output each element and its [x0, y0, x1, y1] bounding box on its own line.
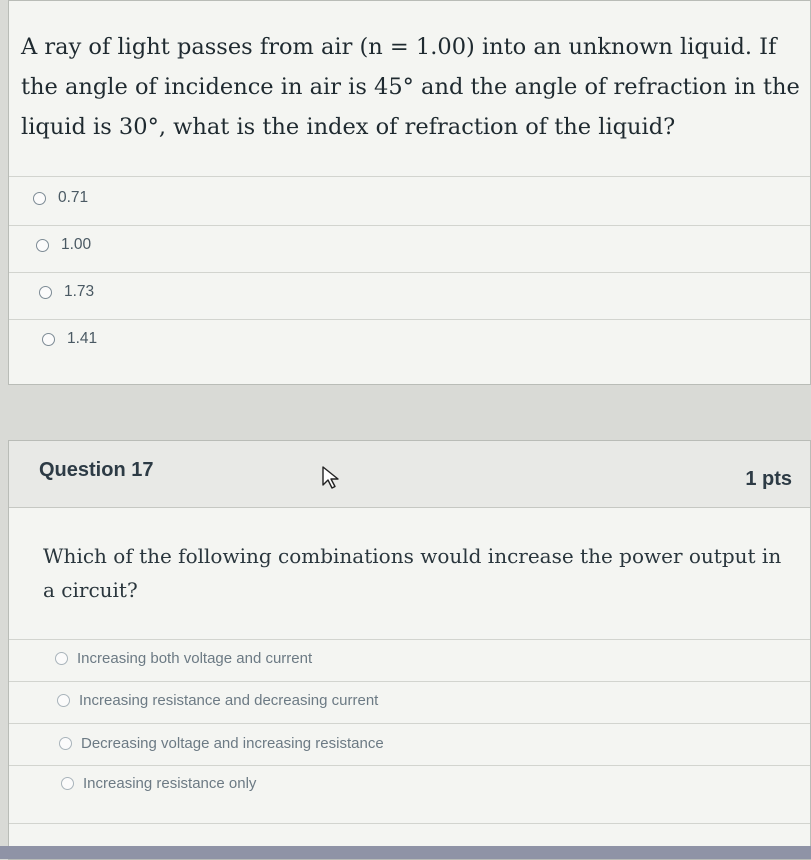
answer-label: Increasing resistance and decreasing current — [79, 692, 379, 709]
divider — [9, 823, 810, 824]
question-title: Question 17 — [39, 459, 154, 481]
answer-option-2[interactable] — [36, 236, 91, 254]
answer-label: 1.41 — [67, 330, 98, 347]
radio-button[interactable] — [57, 694, 70, 707]
radio-button[interactable] — [61, 777, 74, 790]
radio-button[interactable] — [39, 286, 52, 299]
question-17-text: Which of the following combinations would increase the power output in a circuit? — [43, 544, 782, 602]
answer-option-4[interactable] — [42, 330, 97, 348]
taskbar-edge — [0, 846, 811, 859]
divider — [9, 272, 810, 273]
answer-option-1[interactable] — [33, 189, 88, 207]
divider — [9, 681, 810, 682]
radio-button[interactable] — [59, 737, 72, 750]
divider — [9, 319, 810, 320]
answer-label: 0.71 — [58, 189, 89, 206]
divider — [9, 639, 810, 640]
answer-option-2[interactable] — [57, 692, 378, 709]
radio-button[interactable] — [42, 333, 55, 346]
question-16-card — [8, 0, 811, 385]
answer-label: 1.00 — [61, 236, 92, 253]
answer-option-4[interactable] — [61, 775, 256, 792]
answer-option-3[interactable] — [59, 735, 384, 752]
divider — [9, 723, 810, 724]
radio-button[interactable] — [36, 239, 49, 252]
answer-option-3[interactable] — [39, 283, 94, 301]
divider — [9, 225, 810, 226]
answer-label: Decreasing voltage and increasing resistance — [81, 735, 384, 752]
question-16-text: A ray of light passes from air (n = 1.00) into an unknown liquid. If the angle of incidence in air is 45° and the angle of refraction in the liquid is 30°, what is the index of refraction of the liquid? — [21, 34, 800, 140]
question-header — [9, 441, 810, 508]
radio-button[interactable] — [33, 192, 46, 205]
answer-label: 1.73 — [64, 283, 95, 300]
mouse-pointer-icon — [319, 463, 347, 491]
question-points: 1 pts — [745, 468, 792, 490]
divider — [9, 765, 810, 766]
answer-label: Increasing both voltage and current — [77, 650, 313, 667]
answer-label: Increasing resistance only — [83, 775, 257, 792]
question-17-card — [8, 440, 811, 860]
answer-option-1[interactable] — [55, 650, 312, 667]
divider — [9, 176, 810, 177]
radio-button[interactable] — [55, 652, 68, 665]
